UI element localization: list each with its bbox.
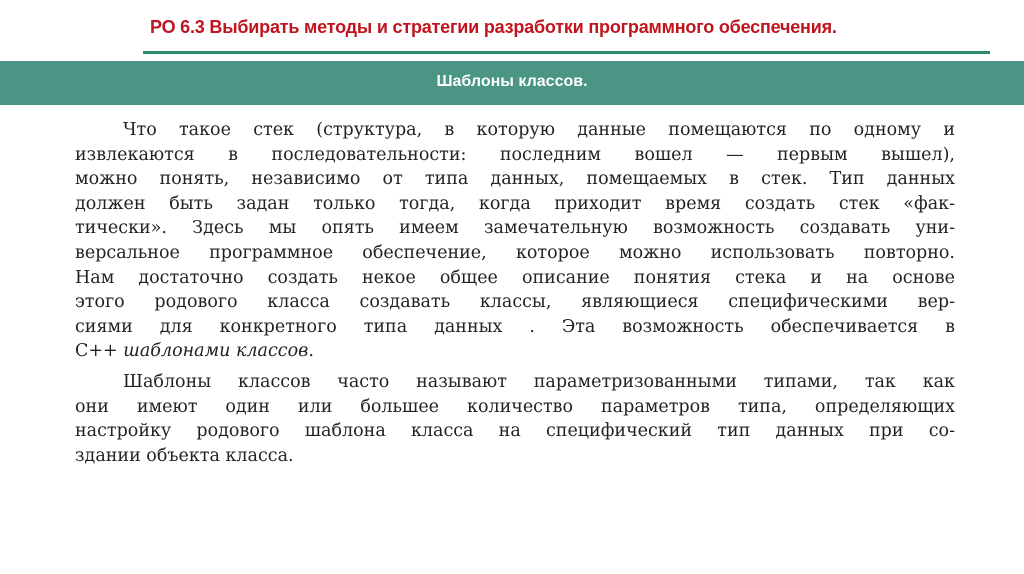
- paragraph-2: [75, 370, 955, 468]
- page-title: РО 6.3 Выбирать методы и стратегии разработки программного обеспечения.: [150, 17, 837, 37]
- text-line: Что такое стек (структура, в которую данные помещаются по одному и: [123, 120, 955, 140]
- text-line: тически». Здесь мы опять имеем замечательную возможность создавать уни-: [75, 218, 955, 239]
- text-line: извлекаются в последовательности: последним вошел — первым вышел),: [75, 144, 955, 165]
- text-line: Шаблоны классов часто называют параметризованными типами, так как: [123, 371, 955, 392]
- text-suffix: .: [308, 341, 314, 362]
- text-line: должен быть задан только тогда, когда приходит время создать стек «фак-: [75, 193, 955, 214]
- paragraph-1: [75, 118, 955, 364]
- text-line: они имеют один или большее количество параметров типа, определяющих: [75, 396, 955, 417]
- text-line: можно понять, независимо от типа данных, помещаемых в стек. Тип данных: [75, 169, 955, 190]
- text-line: Нам достаточно создать некое общее описание понятия стека и на основе: [75, 267, 955, 288]
- text-line: здании объекта класса.: [75, 445, 294, 466]
- section-title: Шаблоны классов.: [436, 73, 588, 90]
- text-line: сиями для конкретного типа данных . Эта возможность обеспечивается в: [75, 316, 955, 337]
- text-line: этого родового класса создавать классы, являющиеся специфическими вер-: [75, 292, 955, 313]
- title-divider: [143, 51, 990, 54]
- italic-term: шаблонами классов: [123, 341, 309, 362]
- document-body: [75, 118, 955, 468]
- text-prefix: C++: [75, 341, 124, 362]
- text-line: версальное программное обеспечение, которое можно использовать повторно.: [75, 242, 955, 263]
- section-header-bar: [0, 61, 1024, 105]
- text-line: настройку родового шаблона класса на специфический тип данных при со-: [75, 421, 955, 442]
- text-line-last: [75, 339, 955, 364]
